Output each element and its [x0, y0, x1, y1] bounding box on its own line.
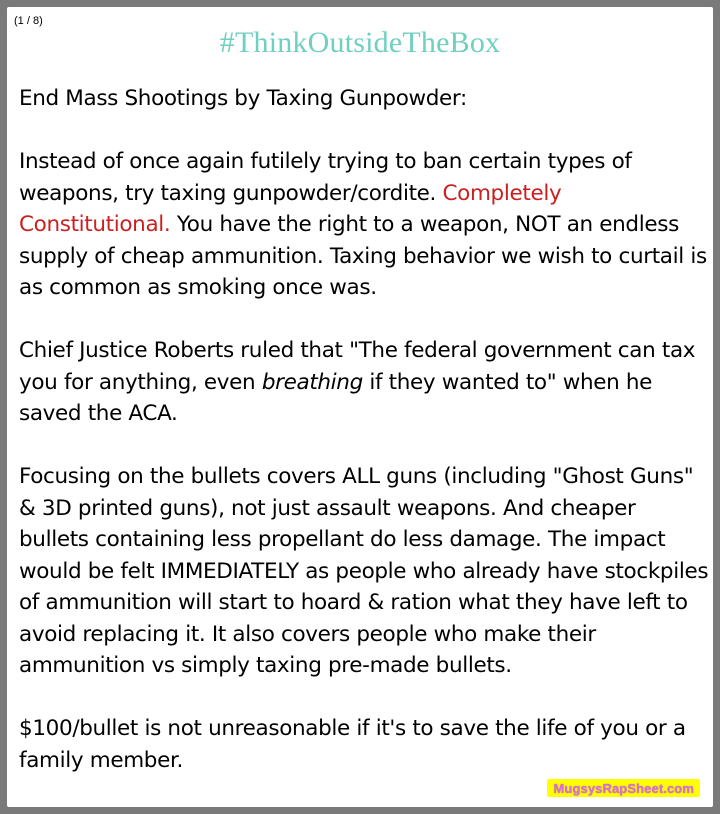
paragraph-3: Focusing on the bullets covers ALL guns (including "Ghost Guns" & 3D printed guns), not just assault weapons. And cheaper bullets containing less propellant do less damage. The impact would be felt IMMEDIATELY as people who already have stockpiles of ammunition will start to hoard & ration what they have left to avoid replacing it. It also covers people who make their ammunition vs simply taxing pre-made bullets. — [19, 464, 709, 678]
watermark-logo: MugsysRapSheet.com — [547, 779, 700, 797]
paragraph-2-text-b: if they wanted to" when he saved the ACA. — [19, 369, 653, 426]
highlight-constitutional: Completely Constitutional. — [19, 180, 562, 237]
paragraph-2 — [19, 335, 709, 430]
post-heading: End Mass Shootings by Taxing Gunpowder: — [19, 86, 467, 111]
paragraph-1-text-b: You have the right to a weapon, NOT an endless supply of cheap ammunition. Taxing behavior we wish to curtail is as common as smoking once was. — [19, 212, 707, 300]
post-body — [19, 83, 709, 808]
paragraph-1 — [19, 146, 709, 304]
paragraph-4: $100/bullet is not unreasonable if it's to save the life of you or a family member. — [19, 716, 686, 773]
paragraph-2-text-a: Chief Justice Roberts ruled that "The federal government can tax you for anything, even — [19, 338, 696, 395]
italic-breathing: breathing — [261, 369, 363, 395]
post-frame — [7, 7, 713, 807]
page-counter: (1 / 8) — [14, 15, 43, 27]
paragraph-1-text-a: Instead of once again futilely trying to ban certain types of weapons, try taxing gunpowder/cordite. — [19, 149, 632, 206]
hashtag-title: #ThinkOutsideTheBox — [219, 26, 501, 59]
